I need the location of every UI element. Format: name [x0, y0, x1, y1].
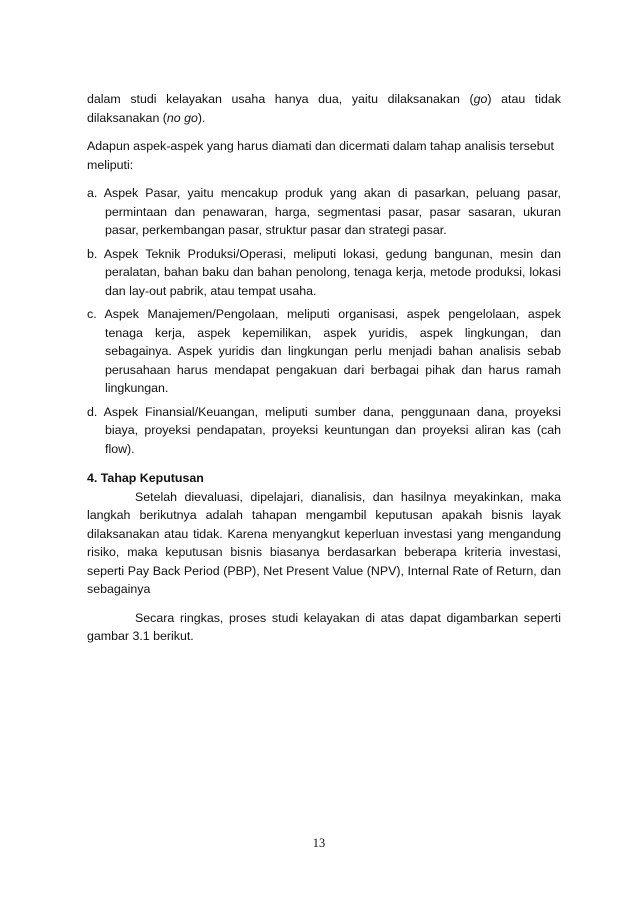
document-body — [87, 90, 561, 646]
intro-paragraph — [87, 90, 561, 127]
intro-text-2: ) atau tidak dilaksanakan ( — [87, 92, 561, 125]
aspect-item-b: b. Aspek Teknik Produksi/Operasi, meliputi lokasi, gedung bangunan, mesin dan peralatan, bahan baku dan bahan penolong, tenaga kerja, metode produksi, lokasi dan lay-out pabrik, atau tempat usaha. — [87, 246, 561, 298]
section-heading: 4. Tahap Keputusan — [87, 471, 204, 485]
section-paragraph-2: Secara ringkas, proses studi kelayakan di atas dapat digambarkan seperti gambar 3.1 berikut. — [87, 610, 561, 643]
intro-text-3: ). — [197, 110, 206, 125]
intro-text-1: dalam studi kelayakan usaha hanya dua, yaitu dilaksanakan ( — [87, 92, 474, 106]
section-paragraph-1: Setelah dievaluasi, dipelajari, dianalisis, dan hasilnya meyakinkan, maka langkah berikutnya adalah tahapan mengambil keputusan apakah bisnis layak dilaksanakan atau tidak. Karena menyangkut keperluan investasi yang mengandung risiko, maka keputusan bisnis biasanya berdasarkan beberapa kriteria investasi, seperti Pay Back Period (PBP), Net Present Value (NPV), Internal Rate of Return, dan sebagainya — [87, 489, 561, 596]
aspects-intro-paragraph: Adapun aspek-aspek yang harus diamati dan dicermati dalam tahap analisis tersebut meliputi: — [87, 139, 554, 172]
intro-no-go-term: no go — [166, 110, 198, 125]
page-number: 13 — [312, 836, 326, 850]
aspect-item-a: a. Aspek Pasar, yaitu mencakup produk yang akan di pasarkan, peluang pasar, permintaan dan penawaran, harga, segmentasi pasar, pasar sasaran, ukuran pasar, perkembangan pasar, struktur pasar dan strategi pasar. — [87, 186, 561, 237]
aspect-item-c: c. Aspek Manajemen/Pengolaan, meliputi organisasi, aspek pengelolaan, aspek tenaga kerja, aspek kepemilikan, aspek yuridis, aspek lingkungan, dan sebagainya. Aspek yuridis dan lingkungan perlu menjadi bahan analisis sebab perusahaan harus mendapat pengakuan dari berbagai pihak dan harus ramah lingkungan. — [87, 307, 561, 395]
intro-go-term: go — [473, 92, 488, 106]
aspect-item-d: d. Aspek Finansial/Keuangan, meliputi sumber dana, penggunaan dana, proyeksi biaya, proyeksi pendapatan, proyeksi keuntungan dan proyeksi aliran kas (cah flow). — [87, 404, 561, 456]
aspects-list — [87, 184, 561, 458]
